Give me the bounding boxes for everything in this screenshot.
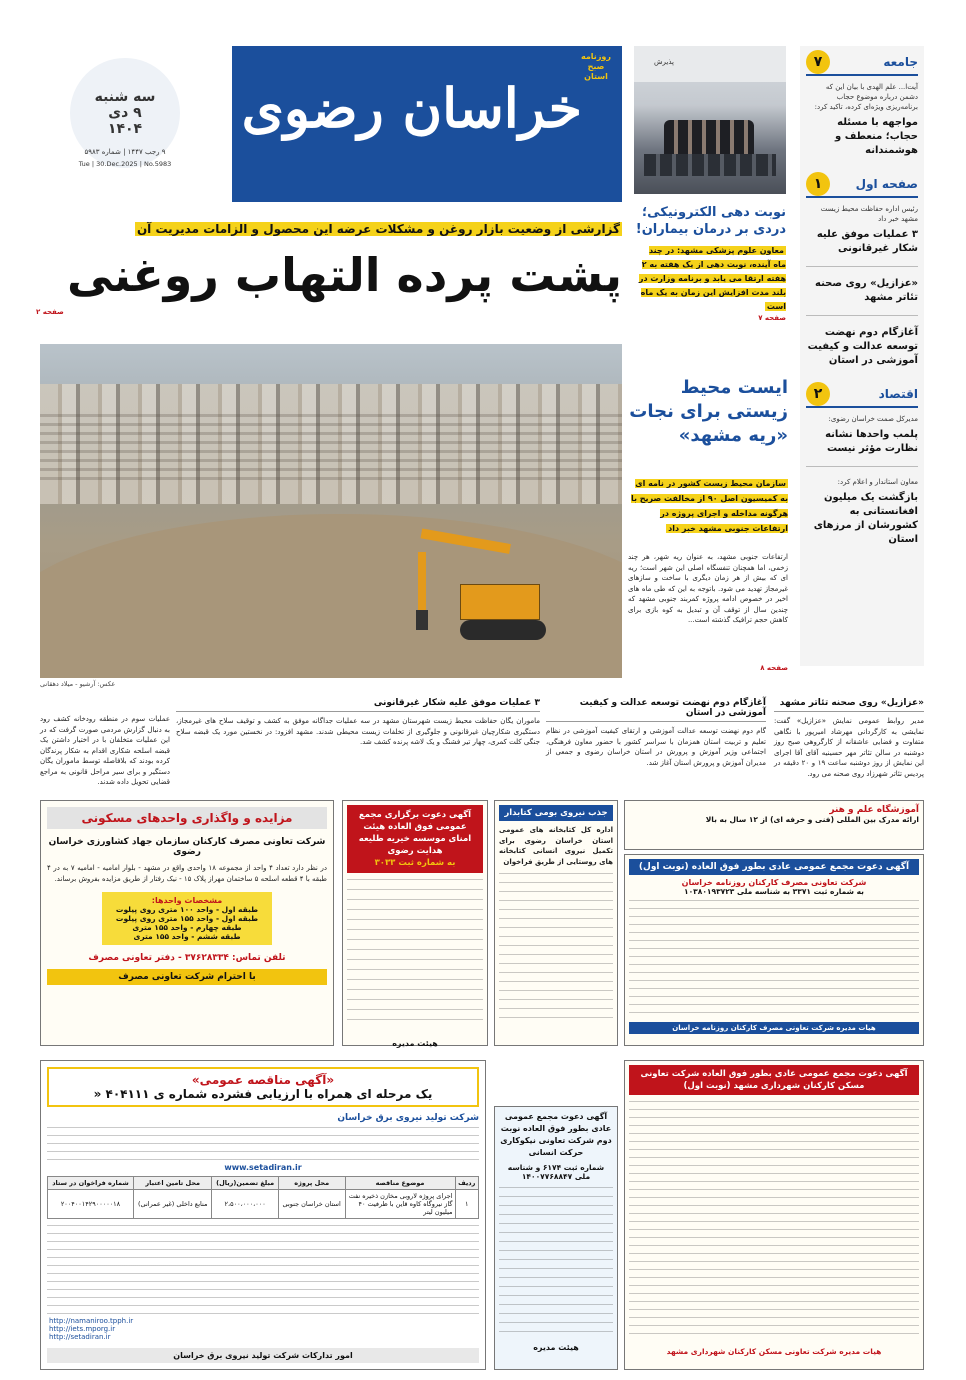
teaser-photo — [634, 46, 786, 194]
table-cell: استان خراسان جنوبی — [278, 1190, 345, 1219]
section-headline[interactable]: مواجهه با مسئله حجاب؛ منعطف و هوشمندانه — [835, 117, 918, 156]
section-title: اقتصاد — [878, 387, 918, 401]
table-header: ردیف — [455, 1177, 478, 1190]
ad-footer: هیئت مدیره — [533, 1343, 579, 1352]
section-lede: مدیرکل صمت خراسان رضوی: — [828, 415, 918, 423]
sidebar — [800, 46, 924, 666]
side-story-page[interactable]: صفحه ۸ — [760, 664, 788, 672]
photo-credit: عکس: آرشیو - میلاد دهقانی — [40, 680, 116, 688]
ad-body-lines — [47, 1127, 479, 1161]
ad-org: شرکت تعاونی مصرف کارکنان سازمان جهاد کشاورزی خراسان رضوی — [48, 837, 326, 857]
table-header: محل پروژه — [278, 1177, 345, 1190]
masthead — [232, 46, 622, 202]
column-body: مدیر روابط عمومی نمایش «عزازیل» گفت: نمایشی به کارگردانی مهرشاد امیرپور با نگاهی متفاوت و فضایی عاشقانه از کارگروهی صبح روز دوشنبه در سالن تئاتر مهر حسینیه آقای آقا اجرای این نمایش از روز دوشنبه ساعت ۱۹ و ۲۰ دقیقه در پردیس تئاتر شهرزاد روی صحنه می رود. — [774, 717, 924, 778]
ad-body: ارائه مدرک بین المللی (فنی و حرفه ای) از ۱۲ سال به بالا — [705, 815, 919, 824]
ad-footer: هیات مدیره شرکت تعاونی مصرف کارکنان روزنامه خراسان — [629, 1022, 919, 1034]
photo-caption-sign: پذیرش — [654, 58, 674, 66]
ad-intro: در نظر دارد تعداد ۴ واحد از مجموعه ۱۸ واحدی واقع در مشهد - بلوار امامیه - امامیه ۷ به در ۴ طبقه با ۴ قطعه اسلحه ۵ ساختمان مهراز پلاک ۱۵ - نیک رفتار از طریق مزایده بفروش برساند. — [47, 864, 327, 883]
logo-tagline: روزنامه صبح استان — [581, 52, 611, 81]
main-page[interactable]: صفحه ۲ — [36, 308, 64, 316]
ad-reg: به شماره ثبت ۳۰۳۳ — [374, 858, 456, 868]
spec-item: طبقه اول - واحد ۱۰۰ متری روی پیلوت — [115, 905, 259, 914]
link[interactable]: http://iets.mporg.ir — [49, 1325, 116, 1333]
ad-footer: هیات مدیره شرکت تعاونی مسکن کارکنان شهرداری مشهد — [666, 1347, 882, 1356]
ad-auction[interactable] — [40, 800, 334, 1046]
tender-table — [47, 1176, 479, 1219]
table-cell: ۲۰۰۴۰۰۱۴۲۹۰۰۰۰۰۱۸ — [48, 1190, 134, 1219]
column-title[interactable]: آغازگام دوم نهضت توسعه عدالت و کیفیت آموزشی در استان — [546, 698, 766, 722]
column-story — [176, 698, 540, 748]
link[interactable]: http://setadiran.ir — [49, 1333, 111, 1341]
ad-title: آگهی دعوت برگزاری مجمع عمومی فوق العاده هیئت امنای موسسه خیریه طلیعه هدایت رضوی به شماره ثبت ۳۰۳۳ — [347, 805, 483, 873]
ad-title: مزایده و واگذاری واحدهای مسکونی — [47, 807, 327, 829]
ad-phone[interactable]: تلفن تماس: ۳۷۶۲۸۳۳۴ - دفتر تعاونی مصرف — [88, 953, 286, 963]
ad-org: شرکت تولید نیروی برق خراسان — [337, 1113, 479, 1123]
side-story-body: ارتفاعات جنوبی مشهد، به عنوان ریه شهر، هر چند زخمی، اما همچنان تنفسگاه اصلی این شهر است؛ ریه ای که بیش از هر زمان دیگری با ساخت و سازهای غیرمجاز تهدید می شود. باتوجه به این که طی ماه های اخیر در خصوص ادامه پروژه کمربند جنوبی مشهد که چندین سال از توقف آن و تبدیل به کوه بازی برای کاهش حجم ترافیک گذشته است... — [628, 553, 788, 624]
hijri-issue: ۹ رجب ۱۴۴۷ | شماره ۵۹۸۳ — [84, 148, 166, 156]
spec-item: طبقه اول - واحد ۱۵۵ متری روی پیلوت — [115, 914, 259, 923]
section-lede: معاون استاندار و اعلام کرد: — [837, 478, 918, 486]
tender-links — [49, 1317, 199, 1341]
section-headline[interactable]: «عزازیل» روی صحنه تئاتر مشهد — [815, 278, 918, 303]
column-title[interactable]: «عزازیل» روی صحنه تئاتر مشهد — [774, 698, 924, 712]
ad-title: آموزشگاه علم و هنر — [829, 805, 919, 815]
gregorian-issue: Tue | 30.Dec.2025 | No.5983 — [78, 160, 172, 168]
excavator — [400, 544, 550, 654]
teaser-body: معاون علوم پزشکی مشهد: در چند ماه آینده، نوبت دهی از یک هفته به ۲ هفته ارتقا می یابد و برنامه وزارت در بلند مدت افزایش این زمان به یک ماه است — [638, 246, 786, 311]
ad-newspaper-coop-assembly[interactable] — [624, 854, 924, 1046]
date-day: ۹ دی — [108, 105, 142, 121]
ad-specs — [102, 892, 272, 945]
ad-body-lines — [499, 1187, 613, 1337]
ad-title: جذب نیروی بومی کتابدار — [499, 805, 613, 821]
ad-housing-coop-assembly[interactable] — [624, 1060, 924, 1370]
ad-title: آگهی دعوت مجمع عمومی عادی بطور فوق العاده شرکت تعاونی مسکن کارکنان شهرداری مشهد (نوبت اول) — [629, 1065, 919, 1095]
main-headline[interactable]: پشت پرده التهاب روغنی — [67, 248, 622, 302]
ad-reg: شماره ثبت ۶۱۷۴ و شناسه ملی ۱۴۰۰۷۷۶۸۸۴۷ — [507, 1163, 605, 1181]
tender-header — [47, 1067, 479, 1107]
ad-footer: هیئت مدیره — [392, 1039, 438, 1048]
column-body: عملیات سوم در منطقه رودخانه کشف رود به دنبال گزارش مردمی صورت گرفت که در این عملیات متخلفان با در اختیار داشتن یک قبضه اسلحه شکاری اقدام به شکار پرندگان کرده بودند که بلافاصله توسط ماموران یگان دستگیر و برای سیر مراحل قانونی به مراجع قضایی تحویل داده شدند. — [40, 715, 170, 786]
column-story — [40, 714, 170, 788]
section-headline[interactable]: بازگشت یک میلیون افغانستانی به کشورشان از مرزهای استان — [813, 492, 918, 545]
ad-reg: به شماره ثبت ۳۳۷۱ به شناسه ملی ۱۰۳۸۰۱۹۳۷۲۳ — [684, 887, 864, 896]
page-number-badge: ۲ — [806, 382, 830, 406]
weekday: سه شنبه — [94, 89, 156, 105]
ad-charity-assembly[interactable] — [342, 800, 488, 1046]
ad-body-lines — [499, 873, 613, 1023]
section-lede: رئیس اداره حفاظت محیط زیست مشهد خبر داد — [820, 205, 918, 223]
teaser-page[interactable]: صفحه ۷ — [758, 314, 786, 322]
main-kicker: گزارشی از وضعیت بازار روغن و مشکلات عرضه این محصول و الزامات مدیریت آن — [136, 222, 620, 236]
ad-body-lines — [347, 879, 483, 1029]
side-story-lede: سازمان محیط زیست کشور در نامه ای به کمیسیون اصل ۹۰ از مخالفت صریح با هرگونه مداخله و اجرای پروژه در ارتفاعات جنوبی مشهد خبر داد — [630, 479, 788, 533]
logo-wordmark: خراسان رضوی — [241, 76, 582, 140]
ad-title: «آگهی مناقصه عمومی» — [191, 1073, 335, 1087]
table-header: شماره فراخوان در ستاد — [48, 1177, 134, 1190]
column-story — [546, 698, 766, 768]
ad-charity-coop[interactable] — [494, 1106, 618, 1370]
ad-big-tender[interactable] — [40, 1060, 486, 1370]
page-number-badge: ۱ — [806, 172, 830, 196]
section-front-header[interactable] — [806, 172, 918, 198]
section-title: جامعه — [883, 55, 918, 69]
spec-item: طبقه چهارم - واحد ۱۵۵ متری — [132, 923, 242, 932]
table-cell: ۱ — [455, 1190, 478, 1219]
spec-item: طبقه ششم - واحد ۱۵۵ متری — [133, 932, 241, 941]
section-headline[interactable]: پلمب واحدها نشانه نظارت مؤثر نیست — [825, 429, 918, 454]
table-header: موضوع مناقصه — [345, 1177, 455, 1190]
section-lede: آیت‌ا... علم الهدی با بیان این که دشمن درباره موضوع حجاب برنامه‌ریزی ویژه‌ای کرده، تاکید کرد: — [814, 83, 918, 111]
main-photo — [40, 344, 622, 678]
ad-footer: امور تدارکات شرکت تولید نیروی برق خراسان — [47, 1348, 479, 1363]
ad-education[interactable] — [624, 800, 924, 850]
column-story — [774, 698, 924, 779]
ad-org: شرکت تعاونی مصرف کارکنان روزنامه خراسان — [681, 878, 867, 887]
section-headline[interactable]: ۳ عملیات موفق علیه شکار غیرقانونی — [816, 229, 918, 254]
date-year: ۱۴۰۴ — [107, 121, 143, 137]
section-headline[interactable]: آغازگام دوم نهضت توسعه عدالت و کیفیت آموزشی در استان — [807, 327, 918, 366]
spec-title: مشخصات واحدها: — [151, 896, 223, 905]
ad-librarian[interactable] — [494, 800, 618, 1046]
ad-footer: با احترام شرکت تعاونی مصرف — [47, 969, 327, 985]
side-story-title[interactable]: ایست محیط زیستی برای نجات «ریه مشهد» — [629, 377, 788, 446]
teaser-title[interactable]: نوبت دهی الکترونیکی؛ دردی بر درمان بیماران! — [635, 205, 786, 237]
table-cell: اجرای پروژه لاروبی مخازن ذخیره نفت گاز نیروگاه کاوه قاین با ظرفیت ۴۰ میلیون لیتر — [345, 1190, 455, 1219]
ad-subtitle: یک مرحله ای همراه با ارزیابی فشرده شماره ی ۴۰۴۱۱۱ « — [93, 1087, 433, 1101]
ad-body: اداره کل کتابخانه های عمومی استان خراسان رضوی برای تکمیل نیروی انسانی کتابخانه های روستایی از طریق فراخوان — [499, 826, 613, 866]
page-number-badge: ۷ — [806, 50, 830, 74]
ad-title: آگهی دعوت مجمع عمومی عادی بطور فوق العاده (نوبت اول) — [629, 859, 919, 875]
section-title: صفحه اول — [855, 177, 918, 191]
link[interactable]: http://namaniroo.tpph.ir — [49, 1317, 134, 1325]
column-title[interactable]: ۳ عملیات موفق علیه شکار غیرقانونی — [176, 698, 540, 712]
section-society-header[interactable] — [806, 50, 918, 76]
table-cell: ۲،۵۰۰،۰۰۰،۰۰۰ — [212, 1190, 278, 1219]
ad-body-lines — [629, 900, 919, 1018]
section-economy-header[interactable] — [806, 382, 918, 408]
column-body: گام دوم نهضت توسعه عدالت آموزشی و ارتقای کیفیت آموزشی در نظام تعلیم و تربیت استان همزمان با سراسر کشور با حضور معاون فرهنگی، اجتماعی وزیر آموزش و پرورش در استان خراسان رضوی و جمعی از مدیران آموزش و پرورش استان آغاز شد. — [546, 727, 766, 767]
table-header: مبلغ تضمین(ریال) — [212, 1177, 278, 1190]
column-body: ماموران یگان حفاظت محیط زیست شهرستان مشهد در سه عملیات جداگانه موفق به کشف و توقیف سلاح های غیرمجاز، دستگیری شکارچیان غیرقانونی و جلوگیری از تخلفات زیست محیطی شدند. مشهد افزود: در نخستین مورد یک قبضه سلاح جنگی کلت کمری، چهار تیر فشنگ و یک لاشه پرنده کشف شد. — [176, 717, 540, 746]
table-cell: منابع داخلی (غیر عمرانی) — [133, 1190, 211, 1219]
ad-site[interactable]: www.setadiran.ir — [224, 1163, 302, 1172]
ad-title: آگهی دعوت مجمع عمومی عادی بطور فوق العاده نوبت دوم شرکت تعاونی نیکوکاری حرکت انسانی — [500, 1112, 612, 1157]
table-header: محل تامین اعتبار — [133, 1177, 211, 1190]
ad-body-lines — [629, 1101, 919, 1341]
ad-body-lines — [47, 1225, 479, 1321]
